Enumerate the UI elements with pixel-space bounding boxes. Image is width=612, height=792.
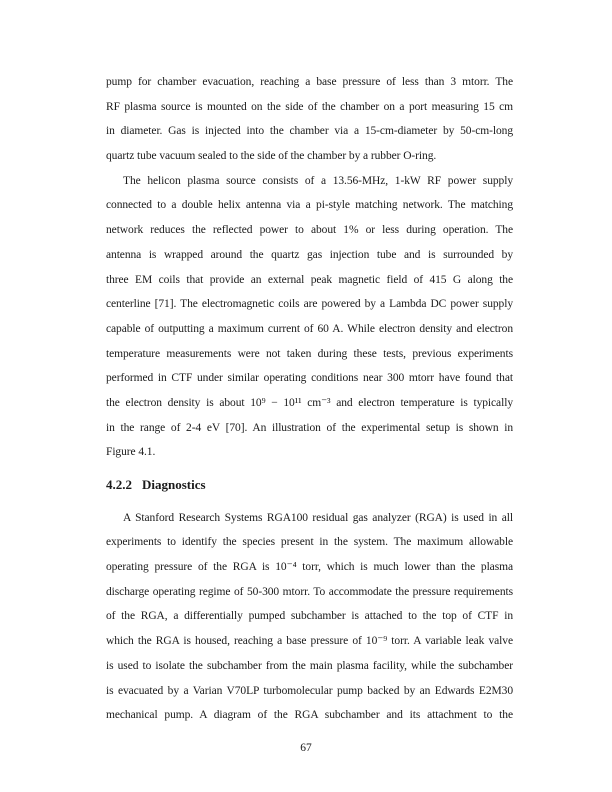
text-line: in the range of 2-4 eV [70]. An illustration of the experimental setup is shown in: [106, 421, 513, 434]
text-line: centerline [71]. The electromagnetic coils are powered by a Lambda DC power supply: [106, 298, 513, 311]
section-heading-number: 4.2.2: [106, 477, 132, 492]
text-line: antenna is wrapped around the quartz gas injection tube and is surrounded by: [106, 248, 513, 261]
text-line: in diameter. Gas is injected into the chamber via a 15-cm-diameter by 50-cm-long: [106, 125, 513, 138]
text-line: which the RGA is housed, reaching a base pressure of 10⁻⁹ torr. A variable leak valve: [106, 635, 513, 648]
text-line: three EM coils that provide an external peak magnetic field of 415 G along the: [106, 273, 513, 286]
paragraph-1: [106, 70, 513, 169]
section-heading: [106, 473, 513, 498]
paragraph-3: [106, 506, 513, 728]
text-line: pump for chamber evacuation, reaching a base pressure of less than 3 mtorr. The: [106, 76, 513, 88]
text-line: network reduces the reflected power to about 1% or less during operation. The: [106, 224, 513, 237]
text-line: of the RGA, a differentially pumped subchamber is attached to the top of CTF in: [106, 610, 513, 623]
text-line: Figure 4.1.: [106, 446, 156, 459]
page-number: 67: [300, 742, 312, 754]
text-line: RF plasma source is mounted on the side of the chamber on a port measuring 15 cm: [106, 100, 513, 113]
text-block: [106, 70, 513, 728]
section-heading-title: Diagnostics: [142, 477, 206, 492]
text-line: is evacuated by a Varian V70LP turbomolecular pump backed by an Edwards E2M30: [106, 684, 513, 697]
text-line: connected to a double helix antenna via a pi-style matching network. The matching: [106, 199, 513, 212]
text-line: performed in CTF under similar operating conditions near 300 mtorr have found that: [106, 372, 513, 385]
text-line: A Stanford Research Systems RGA100 residual gas analyzer (RGA) is used in all: [123, 511, 513, 524]
text-line: mechanical pump. A diagram of the RGA subchamber and its attachment to the: [106, 709, 513, 722]
text-line: operating pressure of the RGA is 10⁻⁴ torr, which is much lower than the plasma: [106, 561, 513, 574]
text-line: The helicon plasma source consists of a 13.56-MHz, 1-kW RF power supply: [123, 174, 513, 187]
text-line: discharge operating regime of 50-300 mtorr. To accommodate the pressure requirements: [106, 585, 513, 598]
text-line: temperature measurements were not taken during these tests, previous experiments: [106, 347, 513, 360]
text-line: is used to isolate the subchamber from the main plasma facility, while the subchamber: [106, 659, 513, 672]
text-line: experiments to identify the species present in the system. The maximum allowable: [106, 536, 513, 549]
paragraph-2: [106, 169, 513, 465]
text-line: the electron density is about 10⁹ − 10¹¹ cm⁻³ and electron temperature is typically: [106, 396, 513, 409]
text-line: capable of outputting a maximum current of 60 A. While electron density and electron: [106, 322, 513, 335]
text-line: quartz tube vacuum sealed to the side of the chamber by a rubber O-ring.: [106, 150, 437, 163]
